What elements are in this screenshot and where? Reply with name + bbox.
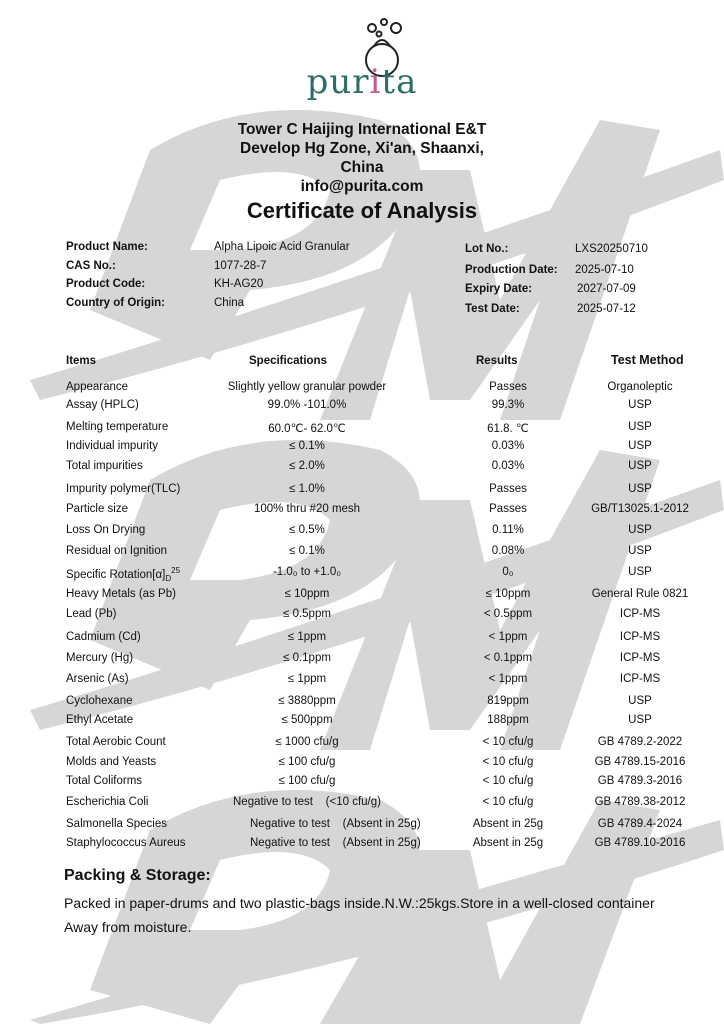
table-row: Arsenic (As) ≤ 1ppm < 1ppm ICP-MS (66, 673, 661, 685)
email: info@purita.com (300, 178, 424, 195)
purita-logo-text: purita (306, 62, 418, 102)
table-row: Staphylococcus Aureus Negative to test (Absent in 25g) Absent in 25g GB 4789.10-2016 (66, 837, 686, 849)
address-line: Develop Hg Zone, Xi'an, Shaanxi, (240, 140, 484, 157)
table-row: Salmonella Species Negative to test (Absent in 25g) Absent in 25g GB 4789.4-2024 (66, 818, 683, 830)
table-row: Assay (HPLC) 99.0% -101.0% 99.3% USP (66, 399, 652, 411)
table-row: Cadmium (Cd) ≤ 1ppm < 1ppm ICP-MS (66, 631, 661, 643)
table-row: Cyclohexane ≤ 3880ppm 819ppm USP (66, 695, 652, 707)
table-row: Molds and Yeasts ≤ 100 cfu/g < 10 cfu/g GB 4789.15-2016 (66, 756, 686, 768)
header-items: Items (66, 355, 97, 367)
table-row: Impurity polymer(TLC) ≤ 1.0% Passes USP (66, 483, 652, 495)
table-row: Total Coliforms ≤ 100 cfu/g < 10 cfu/g GB 4789.3-2016 (66, 775, 683, 787)
table-row: Total Aerobic Count ≤ 1000 cfu/g < 10 cfu/g GB 4789.2-2022 (66, 736, 683, 748)
table-row: Loss On Drying ≤ 0.5% 0.11% USP (66, 524, 652, 536)
table-row: Melting temperature 60.0℃- 62.0℃ 61.8. ℃ USP (66, 421, 652, 435)
certificate-page: purita Tower C Haijing International E&T Develop Hg Zone, Xi'an, Shaanxi, China info@purita.com Certificate of Analysis Product Name: Alpha Lipoic Acid Granular CAS No.: 1077-28-7 Product Code: KH-AG20 Country of Origin: China Lot No.: LXS20250710 Production Date: 2025-07-10 Expiry Date: 2027-07-09 Test Date: 2025-07-12 Items Specifications Results Test Method Appearance Slightly yellow granular powder Passes Organoleptic Assay (HPLC) 99.0% -101.0% 99.3% USP Melting temperature 60.0℃- 62.0℃ 61.8. ℃ USP Individual impurity ≤ 0.1% 0.03% USP Total impurities ≤ 2.0% 0.03% USP Impurity polymer(TLC) ≤ 1.0% Passes USP Particle size 100% thru #20 mesh Passes GB/T13025.1-2012 Loss On Drying ≤ 0.5% 0.11% USP Residual on Ignition ≤ 0.1% 0.08% USP Specific $Rotation[\alpha]_D^{25}$ -1.0₀ to +1.0₀ 0₀ USP Heavy Metals (as Pb) ≤ 10ppm ≤ 10ppm General Rule 0821 Lead (Pb) ≤ 0.5ppm < 0.5ppm ICP-MS Cadmium (Cd) ≤ 1ppm < 1ppm ICP-MS Mercury (Hg) ≤ 0.1ppm < 0.1ppm ICP-MS Arsenic (As) ≤ 1ppm < 1ppm ICP-MS Cyclohexane ≤ 3880ppm 819ppm USP Ethyl Acetate ≤ 500ppm 188ppm USP Total Aerobic Count ≤ 1000 cfu/g < 10 cfu/g GB 4789.2-2022 Molds and Yeasts ≤ 100 cfu/g < 10 cfu/g GB 4789.15-2016 Total Coliforms ≤ 100 cfu/g < 10 cfu/g GB 4789.3-2016 Escherichia Coli Negative to test (<10 cfu/g) < 10 cfu/g GB 4789.38-2012 Salmonella Species Negative to test (Absent in 25g) Absent in 25g GB 4789.4-2024 Staphylococcus Aureus Negative to test (Absent in 25g) Absent in 25g GB 4789.10-2016 Packing & Storage: Packed in paper-drums and two plastic-bags inside.N.W.:25kgs.Store in a well-closed container Away from moisture. (0, 0, 724, 1024)
table-row: Mercury (Hg) ≤ 0.1ppm < 0.1ppm ICP-MS (66, 652, 661, 664)
table-row: Escherichia Coli Negative to test (<10 cfu/g) < 10 cfu/g GB 4789.38-2012 (66, 796, 686, 808)
address-line: China (340, 159, 384, 176)
table-row: Individual impurity ≤ 0.1% 0.03% USP (66, 440, 652, 452)
table-row: Appearance Slightly yellow granular powder Passes Organoleptic (66, 381, 673, 393)
packing-storage-title: Packing & Storage: (64, 867, 211, 884)
document-title: Certificate of Analysis (246, 198, 478, 223)
table-row: Particle size 100% thru #20 mesh Passes GB/T13025.1-2012 (66, 503, 689, 515)
header-test-method: Test Method (611, 353, 684, 367)
table-row: Lead (Pb) ≤ 0.5ppm < 0.5ppm ICP-MS (66, 608, 661, 620)
company-address (0, 120, 724, 196)
table-row: Specific $Rotation[\alpha]_D^{25}$ -1.0₀ to +1.0₀ 0₀ USP (66, 566, 652, 584)
table-row: Residual on Ignition ≤ 0.1% 0.08% USP (66, 545, 652, 557)
table-row: Total impurities ≤ 2.0% 0.03% USP (66, 460, 652, 472)
table-row: Ethyl Acetate ≤ 500ppm 188ppm USP (66, 714, 652, 726)
header-specifications: Specifications (249, 355, 327, 367)
header-results: Results (476, 355, 518, 367)
table-row: Heavy Metals (as Pb) ≤ 10ppm ≤ 10ppm General Rule 0821 (66, 588, 689, 600)
packing-storage-text: Packed in paper-drums and two plastic-bags inside.N.W.:25kgs.Store in a well-closed container Away from moisture. (64, 895, 655, 935)
address-line: Tower C Haijing International E&T (237, 121, 487, 138)
